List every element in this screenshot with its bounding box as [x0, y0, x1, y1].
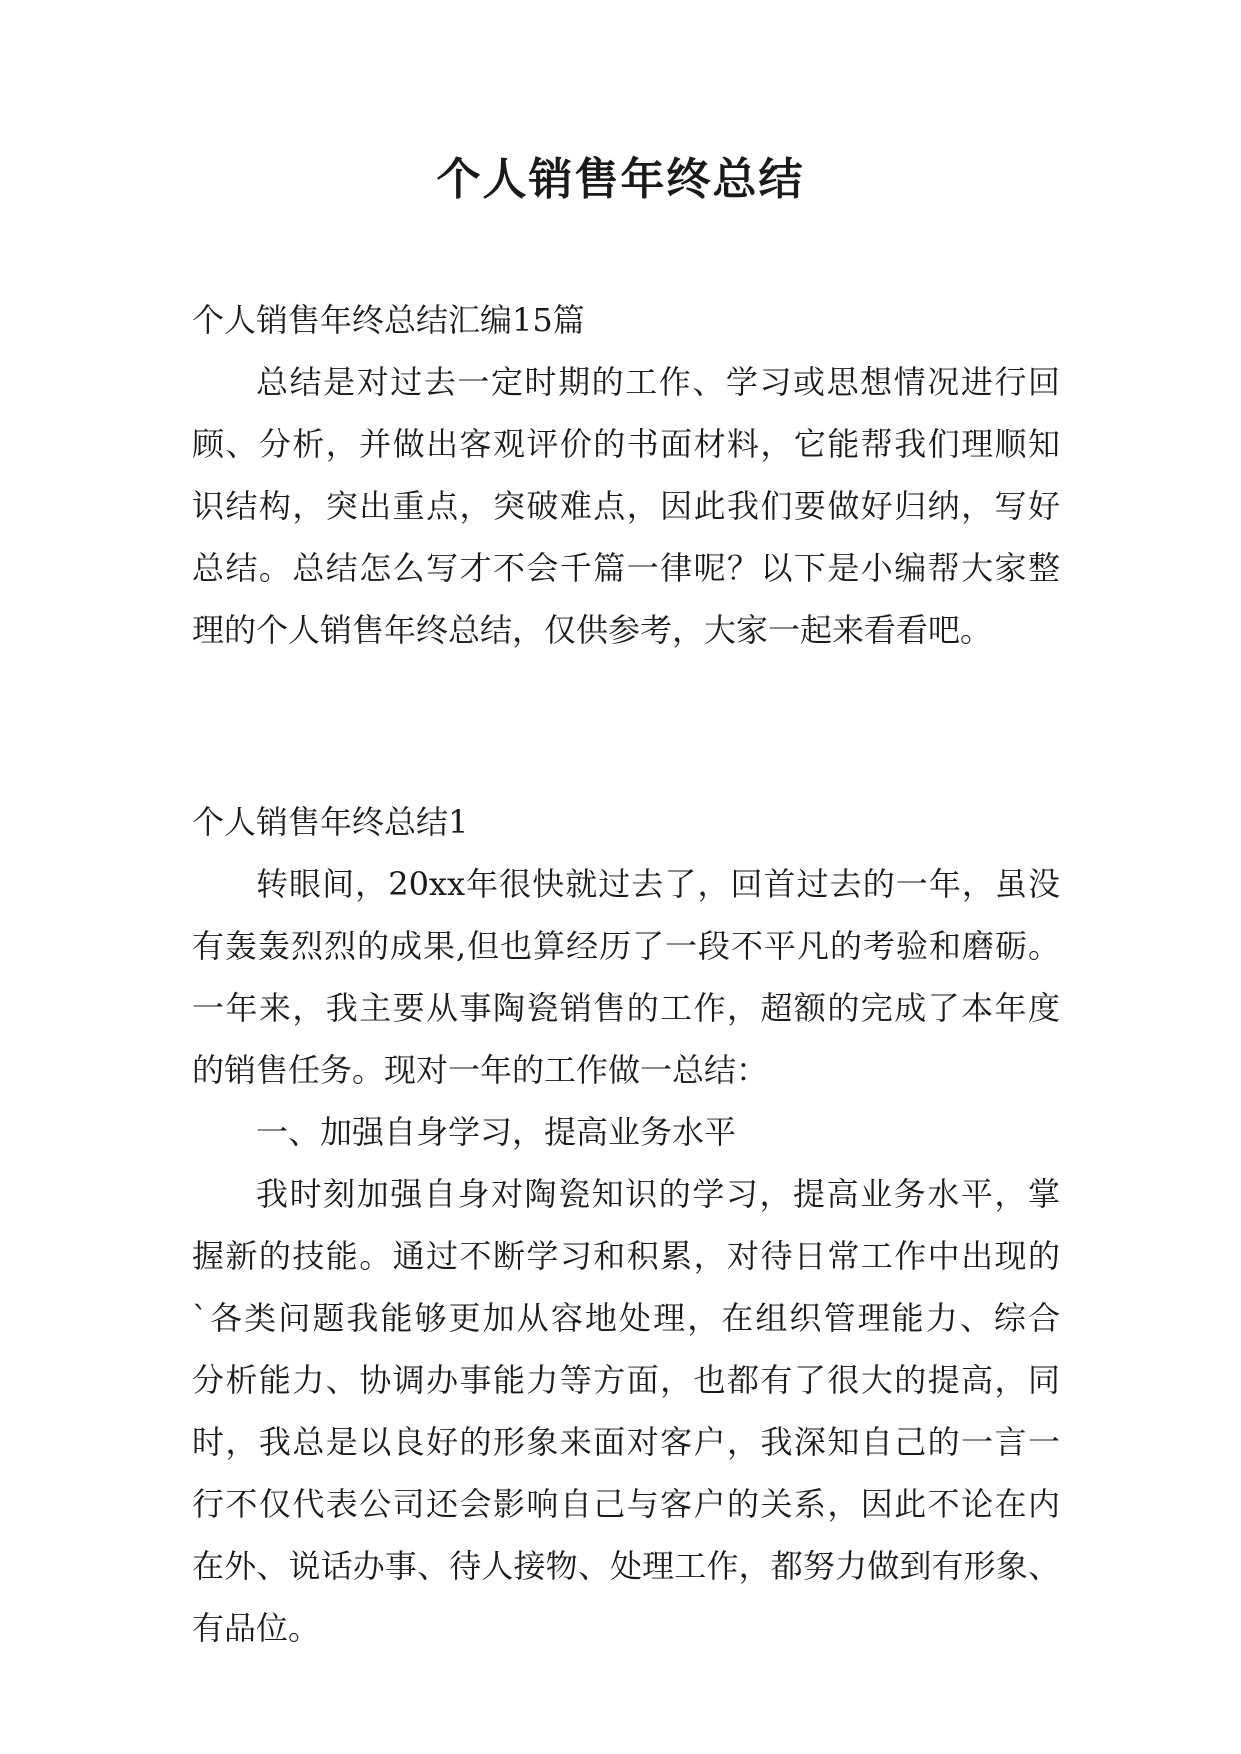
paragraph-line: 一年来，我主要从事陶瓷销售的工作，超额的完成了本年度: [192, 989, 1060, 1027]
paragraph-line: 总结。总结怎么写才不会千篇一律呢？以下是小编帮大家整: [192, 549, 1060, 587]
paragraph-line: 在外、说话办事、待人接物、处理工作，都努力做到有形象、: [192, 1547, 1060, 1585]
paragraph-line: 的销售任务。现对一年的工作做一总结：: [192, 1051, 769, 1089]
document-subtitle: 个人销售年终总结汇编15篇: [192, 301, 585, 339]
document-body: [192, 289, 1060, 1659]
paragraph-line: 总结是对过去一定时期的工作、学习或思想情况进行回: [256, 363, 1060, 401]
paragraph-line: 有品位。: [192, 1609, 321, 1647]
intro-paragraph: [192, 351, 1060, 661]
paragraph-line: 分析能力、协调办事能力等方面，也都有了很大的提高，同: [192, 1361, 1060, 1399]
paragraph-1: [192, 853, 1060, 1101]
paragraph-2: [192, 1163, 1060, 1659]
paragraph-line: `各类问题我能够更加从容地处理，在组织管理能力、综合: [192, 1299, 1060, 1337]
section-heading: 个人销售年终总结1: [192, 803, 469, 841]
paragraph-line: 转眼间，20xx年很快就过去了，回首过去的一年，虽没: [256, 865, 1060, 903]
section-spacer: [192, 661, 1060, 791]
point-heading: 一、加强自身学习，提高业务水平: [256, 1113, 737, 1151]
paragraph-line: 握新的技能。通过不断学习和积累，对待日常工作中出现的: [192, 1237, 1060, 1275]
paragraph-line: 我时刻加强自身对陶瓷知识的学习，提高业务水平，掌: [256, 1175, 1060, 1213]
paragraph-line: 时，我总是以良好的形象来面对客户，我深知自己的一言一: [192, 1423, 1060, 1461]
document-title: 个人销售年终总结: [436, 154, 805, 205]
paragraph-line: 行不仅代表公司还会影响自己与客户的关系，因此不论在内: [192, 1485, 1060, 1523]
paragraph-line: 顾、分析，并做出客观评价的书面材料，它能帮我们理顺知: [192, 425, 1060, 463]
paragraph-line: 有轰轰烈烈的成果,但也算经历了一段不平凡的考验和磨砺。: [192, 927, 1060, 965]
paragraph-line: 识结构，突出重点，突破难点，因此我们要做好归纳，写好: [192, 487, 1060, 525]
paragraph-line: 理的个人销售年终总结，仅供参考，大家一起来看看吧。: [192, 611, 993, 649]
